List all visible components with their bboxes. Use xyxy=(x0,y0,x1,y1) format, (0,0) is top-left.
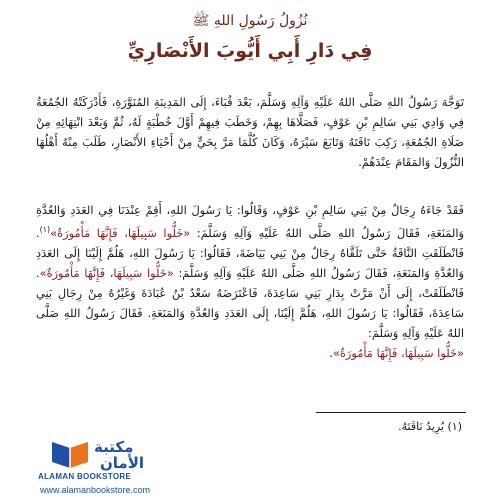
footnote-marker[interactable]: (١) xyxy=(39,225,51,234)
prophet-quote-1: «خَلُّوا سَبِيلَهَا، فَإِنَّهَا مَأْمُورَةٌ» xyxy=(50,225,191,240)
logo-arabic-bottom: الأمان xyxy=(100,454,145,472)
publisher-logo xyxy=(34,438,214,500)
footnote-divider xyxy=(316,412,466,413)
logo-english-name: ALAMAN BOOKSTORE xyxy=(38,472,132,481)
prophet-quote-2: «خَلُّوا سَبِيلَهَا، فَإِنَّهَا مَأْمُورَةٌ» xyxy=(39,265,174,280)
paragraph-1: تَوَجَّهَ رَسُولُ اللهِ صَلَّى اللهُ عَلَيْهِ وَآلِهِ وَسَلَّمَ، بَعْدَ قُبَاءَ، إِلَى المَدِينَةِ المُنَوَّرَةِ، فَأَدْرَكَتْهُ الجُمُعَةُ فِي وَادِي بَنِي سَالِمِ بْنِ عَوْفٍ، فَصَلَّاهَا بِهِمْ، وَخَطَبَ فِيهِمْ أَوَّلَ خُطْبَةٍ لَهُ، ثُمَّ وَبَعْدَ انْتِهَائِهِ مِنْ صَلَاةِ الجُمُعَةِ، رَكِبَ نَاقَتَهُ وَتَابَعَ سَيْرَهُ، وَكَانَ كُلَّمَا مَرَّ بِحَيٍّ مِنْ أَحْيَاءِ الأَنْصَارِ، طَلَبَ مِنْهُ أَهْلُهَا النُّزُولَ وَالمَقَامَ عِنْدَهُمْ. xyxy=(36,95,464,169)
book-page xyxy=(34,0,466,500)
section-subtitle: نُزُولُ رَسُولِ اللهِ ﷺ xyxy=(192,13,308,29)
footnote-text: (١) يُرِيدُ نَاقَتَهُ. xyxy=(398,420,462,433)
paragraph-2 xyxy=(36,200,464,363)
paragraph-2-part-a: فَقَدْ جَاءَهُ رِجَالٌ مِنْ بَنِي سَالِمِ بْنِ عَوْفٍ، وَقَالُوا: يَا رَسُولَ اللهِ، أَقِمْ عِنْدَنَا فِي العَدَدِ وَالعُدَّةِ وَالمَنَعَةِ، فَقَالَ رَسُولُ اللهِ صَلَّى اللهُ عَلَيْهِ وَآلِهِ وَسَلَّمَ: xyxy=(36,203,464,240)
prophet-quote-3: «خَلُّوا سَبِيلَهَا، فَإِنَّهَا مَأْمُورَةٌ» xyxy=(332,345,464,360)
logo-arabic-top: مكتبة xyxy=(94,438,134,456)
logo-url[interactable]: www.alamanbookstore.com xyxy=(40,485,151,495)
section-title: فِي دَارِ أَبِي أَيُّوبَ الأَنْصَارِيِّ xyxy=(127,40,373,62)
paragraph-2-part-d: . xyxy=(329,345,333,360)
paragraph-2-part-c: . فَانْطَلَقَتْ، إِلَى أَنْ مَرَّتْ بِدَارِ بَنِي سَاعِدَةَ، فَاعْتَرَضَهُ سَعْدُ بْنُ عُبَادَةَ وَغَيْرُهُ مِنْ رِجَالِ بَنِي سَاعِدَةَ، فَقَالُوا: يَا رَسُولَ اللهِ، هَلُمَّ إِلَيْنَا، إِلَى العَدَدِ وَالعُدَّةِ وَالمَنَعَةِ. فَقَالَ رَسُولُ اللهِ صَلَّى اللهُ عَلَيْهِ وَآلِهِ وَسَلَّمَ: xyxy=(36,265,464,340)
book-icon xyxy=(48,438,92,472)
paragraph-2-part-b: . فَانْطَلَقَتِ النَّاقَةُ حَتَّى تَلَقَّاهُ رِجَالٌ مِنْ بَنِي بَيَاضَةَ، فَقَالُوا: يَا رَسُولَ اللهِ، هَلُمَّ إِلَيْنَا إِلَى العَدَدِ وَالعُدَّةِ وَالمَنَعَةِ، فَقَالَ رَسُولُ اللهِ صَلَّى اللهُ عَلَيْهِ وَآلِهِ وَسَلَّمَ: xyxy=(36,225,464,280)
